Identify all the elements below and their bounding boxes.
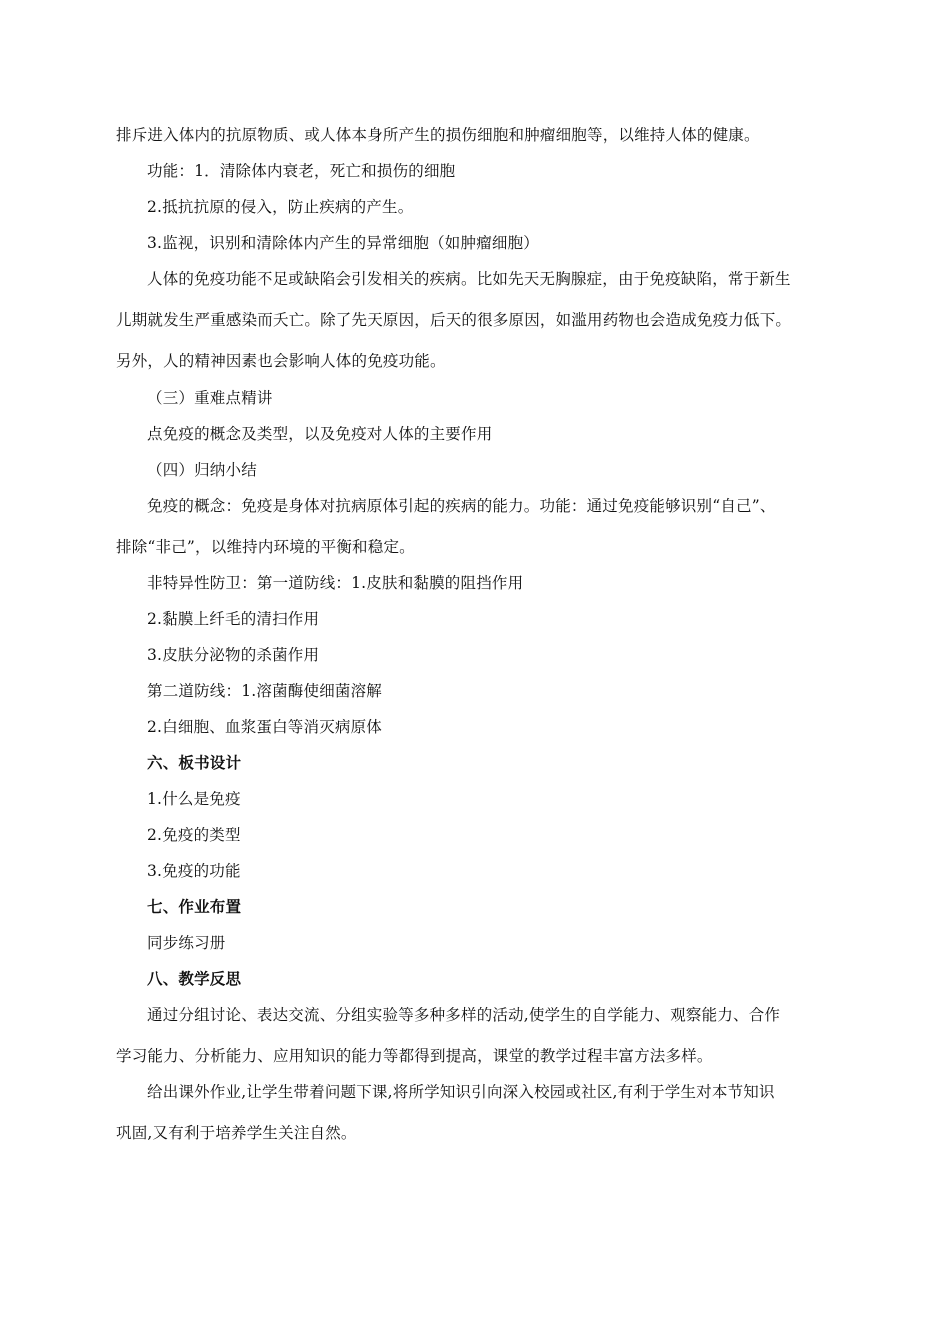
section-heading-homework: 七、作业布置 (147, 898, 242, 916)
body-text-line: 排斥进入体内的抗原物质、或人体本身所产生的损伤细胞和肿瘤细胞等，以维持人体的健康。 (116, 126, 760, 144)
body-text-line: 学习能力、分析能力、应用知识的能力等都得到提高，课堂的教学过程丰富方法多样。 (116, 1047, 713, 1065)
body-text-line: 同步练习册 (147, 934, 226, 952)
board-list-item: 1.什么是免疫 (147, 790, 241, 808)
defense-list-item: 第二道防线：1.溶菌酶使细菌溶解 (147, 682, 382, 700)
section-heading: （三）重难点精讲 (147, 389, 273, 407)
section-heading: （四）归纳小结 (147, 461, 257, 479)
function-list-item: 2.抵抗抗原的侵入，防止疾病的产生。 (147, 198, 414, 216)
body-text-line: 免疫的概念：免疫是身体对抗病原体引起的疾病的能力。功能：通过免疫能够识别“自己”、 (147, 497, 776, 515)
body-text-line: 儿期就发生严重感染而夭亡。除了先天原因，后天的很多原因，如滥用药物也会造成免疫力低下。 (116, 311, 792, 329)
body-text-line: 巩固,又有利于培养学生关注自然。 (116, 1124, 357, 1142)
board-list-item: 2.免疫的类型 (147, 826, 241, 844)
body-text-line: 通过分组讨论、表达交流、分组实验等多种多样的活动,使学生的自学能力、观察能力、合作 (147, 1006, 781, 1024)
board-list-item: 3.免疫的功能 (147, 862, 241, 880)
body-text-line: 排除“非己”，以维持内环境的平衡和稳定。 (116, 538, 415, 556)
section-heading-board-design: 六、板书设计 (147, 754, 242, 772)
defense-list-item: 2.白细胞、血浆蛋白等消灭病原体 (147, 718, 382, 736)
body-text-line: 人体的免疫功能不足或缺陷会引发相关的疾病。比如先天无胸腺症，由于免疫缺陷，常于新生 (147, 270, 791, 288)
defense-list-item: 2.黏膜上纤毛的清扫作用 (147, 610, 320, 628)
body-text-line: 另外，人的精神因素也会影响人体的免疫功能。 (116, 352, 446, 370)
defense-list-item: 非特异性防卫：第一道防线：1.皮肤和黏膜的阻挡作用 (147, 574, 524, 592)
body-text-line: 给出课外作业,让学生带着问题下课,将所学知识引向深入校园或社区,有利于学生对本节知识 (147, 1083, 775, 1101)
section-heading-reflection: 八、教学反思 (147, 970, 242, 988)
defense-list-item: 3.皮肤分泌物的杀菌作用 (147, 646, 320, 664)
function-list-item: 功能：1．清除体内衰老，死亡和损伤的细胞 (147, 162, 456, 180)
function-list-item: 3.监视，识别和清除体内产生的异常细胞（如肿瘤细胞） (147, 234, 539, 252)
body-text-line: 点免疫的概念及类型，以及免疫对人体的主要作用 (147, 425, 493, 443)
